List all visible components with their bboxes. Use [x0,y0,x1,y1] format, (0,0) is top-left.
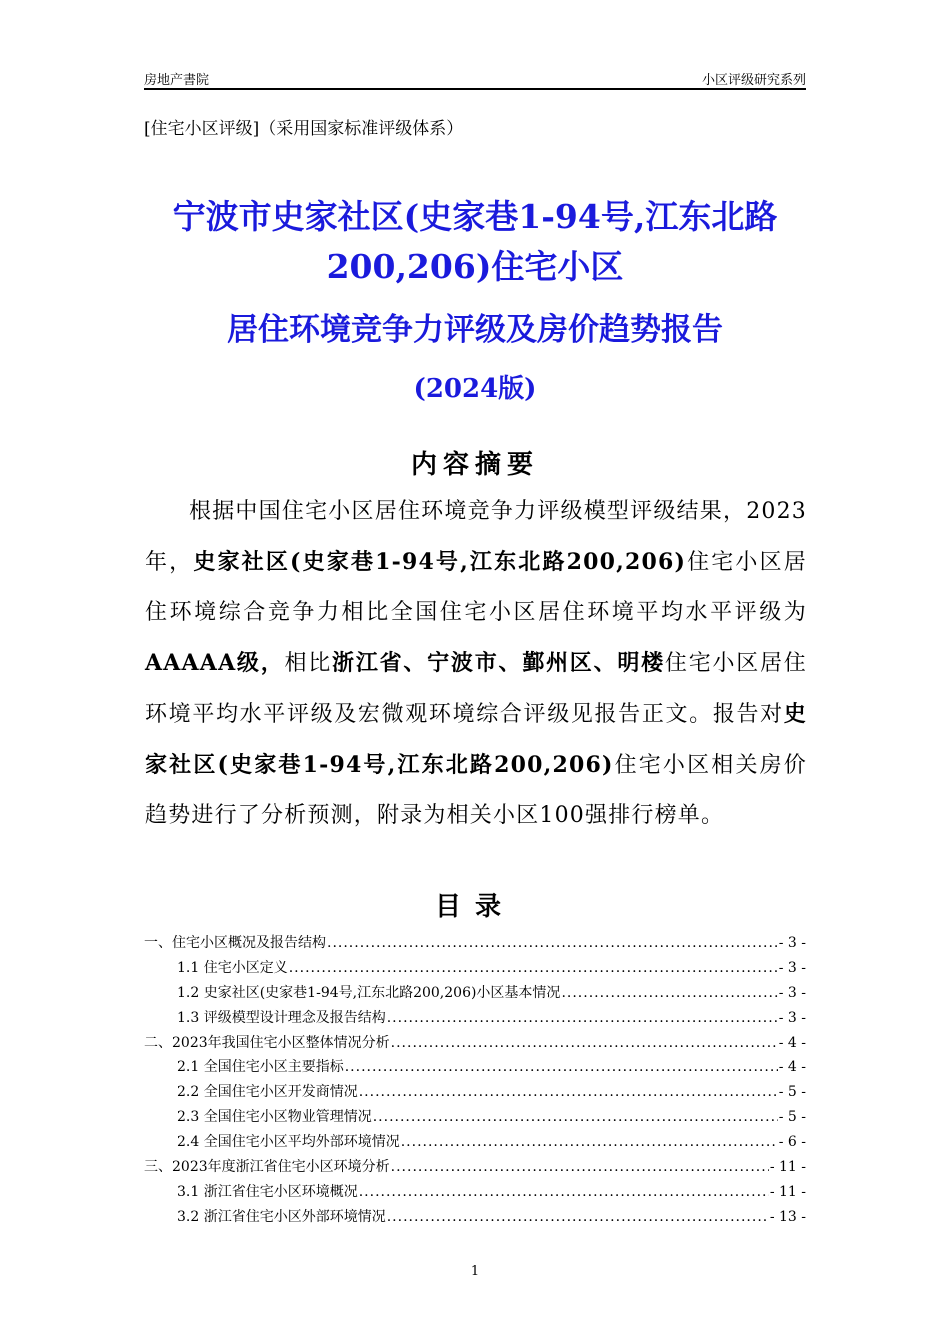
report-title [100,192,850,292]
toc-page: - 6 - [778,1134,806,1151]
toc-page: - 3 - [778,959,806,976]
toc-leader [391,1159,769,1175]
abstract-text: 住宅小区居住环境综合竞争力相比全国住宅小区居住环境平均水平评级为 [145,550,807,625]
toc-leader [387,1209,769,1225]
toc-label: 三、2023年度浙江省住宅小区环境分析 [144,1159,390,1176]
page-number: 1 [470,1264,480,1279]
toc-leader [401,1134,778,1150]
abstract-heading: 内容摘要 [410,450,539,480]
toc-label: 3.2 浙江省住宅小区外部环境情况 [177,1208,386,1225]
toc-leader [359,1084,778,1100]
toc-label: 2.1 全国住宅小区主要指标 [177,1059,344,1076]
abstract-text: 住宅小区居住环境平均水平评级及宏微观环境综合评级见报告正文。报告对 [145,651,808,727]
toc-entry[interactable] [144,1156,806,1181]
toc-leader [561,985,777,1001]
toc-entry[interactable] [144,1056,806,1081]
toc-label: 2.4 全国住宅小区平均外部环境情况 [177,1134,400,1151]
toc-label: 3.1 浙江省住宅小区环境概况 [177,1183,358,1200]
toc-page: - 3 - [778,935,806,951]
publisher-name: 房地产書院 [144,73,210,88]
toc-page: - 5 - [778,1109,806,1126]
title-line-2: 200,206)住宅小区 [326,247,624,286]
toc-leader [387,1010,778,1026]
abstract-text: 住宅小区相关房价趋势进行了分析预测，附录为相关小区100强排行榜单。 [145,753,807,828]
toc-page: - 4 - [778,1059,806,1076]
toc-page: - 4 - [778,1034,806,1051]
table-of-contents [144,932,806,1231]
abstract-community-name: 史家社区(史家巷1-94号,江东北路200,206) [193,549,687,575]
toc-heading: 目录 [434,892,515,922]
abstract-text: 根据中国住宅小区居住环境竞争力评级模型评级结果，2023年， [145,499,807,575]
toc-page: - 3 - [778,984,806,1001]
toc-leader [327,935,778,951]
toc-entry[interactable] [144,1131,806,1156]
title-line-1: 宁波市史家社区(史家巷1-94号,江东北路 [172,197,778,236]
report-category: [住宅小区评级]（采用国家标准评级体系） [144,119,464,139]
toc-label: 一、住宅小区概况及报告结构 [144,935,326,951]
page-header [144,68,806,90]
toc-leader [359,1184,769,1200]
toc-entry[interactable] [144,1106,806,1131]
toc-entry[interactable] [144,1181,806,1206]
abstract-text: 相比 [284,651,333,676]
toc-page: - 13 - [769,1208,806,1225]
title-line-3: 居住环境竞争力评级及房价趋势报告 [227,312,723,348]
abstract-paragraph [145,487,807,841]
toc-leader [289,960,778,976]
toc-entry[interactable] [144,982,806,1007]
toc-entry[interactable] [144,1032,806,1057]
toc-page: - 3 - [778,1009,806,1026]
series-name: 小区评级研究系列 [701,73,806,88]
toc-entry[interactable] [144,1007,806,1032]
toc-leader [345,1059,778,1075]
toc-page: - 5 - [778,1084,806,1101]
toc-page: - 11 - [769,1159,806,1176]
toc-label: 2.2 全国住宅小区开发商情况 [177,1084,358,1101]
toc-entry[interactable] [144,1081,806,1106]
toc-entry[interactable] [144,1206,806,1231]
toc-label: 2.3 全国住宅小区物业管理情况 [177,1109,372,1126]
abstract-rating: AAAAA级， [145,650,285,676]
toc-page: - 11 - [769,1183,806,1200]
toc-label: 二、2023年我国住宅小区整体情况分析 [144,1034,390,1051]
toc-label: 1.2 史家社区(史家巷1-94号,江东北路200,206)小区基本情况 [177,984,561,1001]
abstract-regions: 浙江省、宁波市、鄞州区、明楼 [332,650,665,676]
toc-entry[interactable] [144,932,806,957]
toc-leader [391,1035,778,1051]
title-edition: (2024版) [413,374,537,404]
toc-entry[interactable] [144,957,806,982]
toc-label: 1.1 住宅小区定义 [177,959,288,976]
toc-label: 1.3 评级模型设计理念及报告结构 [177,1009,386,1026]
abstract-community-name: 史家社区(史家巷1-94号,江东北路200,206) [145,701,807,778]
toc-leader [373,1109,778,1125]
